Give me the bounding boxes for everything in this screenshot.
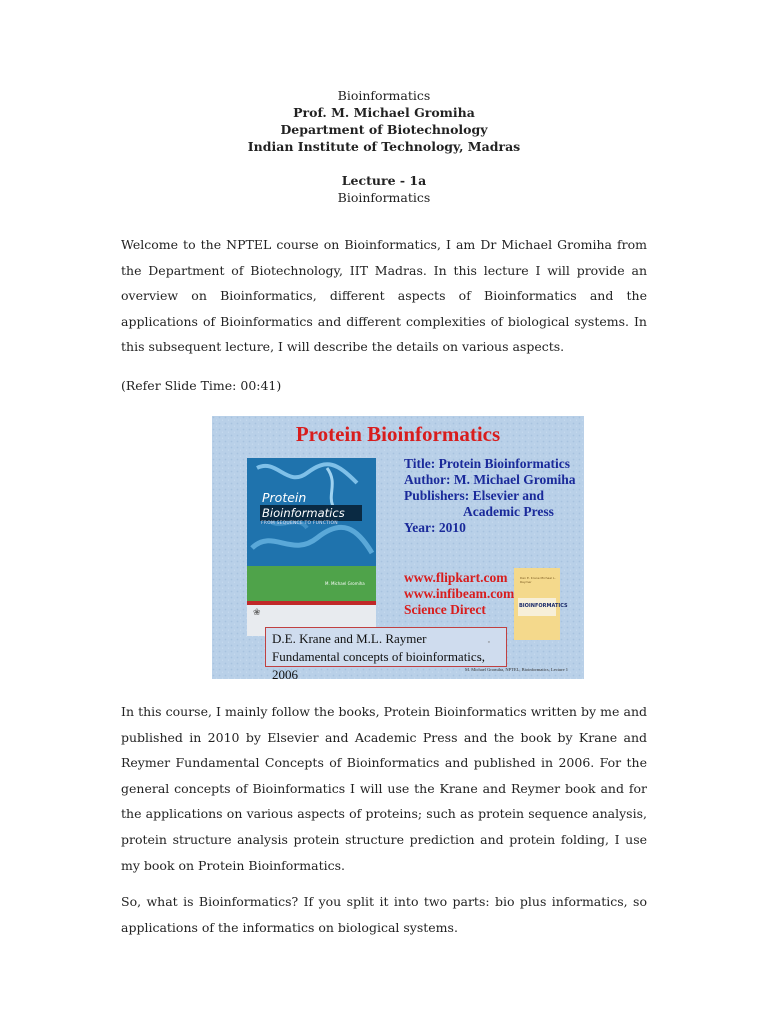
intro-paragraph: Welcome to the NPTEL course on Bioinformatics, I am Dr Michael Gromiha from the Department of Biotechnology, IIT Madras. In this lecture I will provide an overview on Bioinformatics, different aspects of Bioinformatics and the applications of Bioinformatics and different complexities of biological systems. In this subsequent lecture, I will describe the details on various aspects.	[121, 237, 647, 355]
books-paragraph: In this course, I mainly follow the books, Protein Bioinformatics written by me and published in 2010 by Elsevier and Academic Press and the book by Krane and Reymer Fundamental Concepts of Bioinformatics and published in 2006. For the general concepts of Bioinformatics I will use the Krane and Reymer book and for the applications on various aspects of proteins; such as protein sequence analysis, protein structure analysis protein structure prediction and protein folding, I use my book on Protein Bioinformatics.	[121, 704, 647, 873]
lecture-topic: Bioinformatics	[337, 190, 431, 205]
course-title: Bioinformatics	[337, 88, 431, 103]
what-is-paragraph: So, what is Bioinformatics? If you split it into two parts: bio plus informatics, so applications of the informatics on biological systems.	[121, 894, 647, 935]
slide-title: Protein Bioinformatics	[295, 422, 501, 446]
info-publishers-2: Academic Press	[463, 504, 554, 519]
info-publishers: Publishers: Elsevier and	[404, 488, 545, 503]
info-title: Title: Protein Bioinformatics	[404, 456, 570, 471]
cover-title-line-1: Protein	[262, 490, 307, 505]
link-infibeam: www.infibeam.com	[404, 586, 515, 601]
cover-subtitle: FROM SEQUENCE TO FUNCTION	[261, 521, 338, 526]
department-name: Department of Biotechnology	[280, 122, 488, 137]
book2-authors: Dan E. Krane Michael L. Raymer	[520, 576, 556, 584]
lecture-number: Lecture - 1a	[341, 173, 427, 188]
protein-bioinformatics-book-cover	[247, 458, 376, 636]
link-flipkart: www.flipkart.com	[404, 570, 508, 585]
info-author: Author: M. Michael Gromiha	[404, 472, 576, 487]
krane-raymer-book-cover	[514, 568, 568, 640]
slide-credit: M. Michael Gromiha, NPTEL, Bioinformatics, Lecture 1	[465, 667, 568, 672]
link-science-direct: Science Direct	[404, 602, 486, 617]
reference-line-2: Fundamental concepts of bioinformatics, 2006	[272, 649, 486, 682]
reference-line-1: D.E. Krane and M.L. Raymer	[272, 631, 427, 646]
cover-title-line-2: Bioinformatics	[260, 505, 362, 521]
publisher-logo-icon: ❀	[253, 608, 261, 618]
refer-slide-time: (Refer Slide Time: 00:41)	[121, 378, 282, 393]
info-year: Year: 2010	[404, 520, 466, 535]
cover-author: M. Michael Gromiha	[325, 581, 365, 586]
reference-box	[265, 627, 507, 682]
purchase-links	[404, 570, 514, 618]
cursor-icon: ▫	[487, 638, 490, 646]
professor-name: Prof. M. Michael Gromiha	[293, 105, 475, 120]
lecture-slide-image	[212, 416, 584, 682]
institute-name: Indian Institute of Technology, Madras	[247, 139, 521, 154]
book2-title: BIOINFORMATICS	[519, 603, 568, 609]
book-info-block	[404, 456, 575, 536]
